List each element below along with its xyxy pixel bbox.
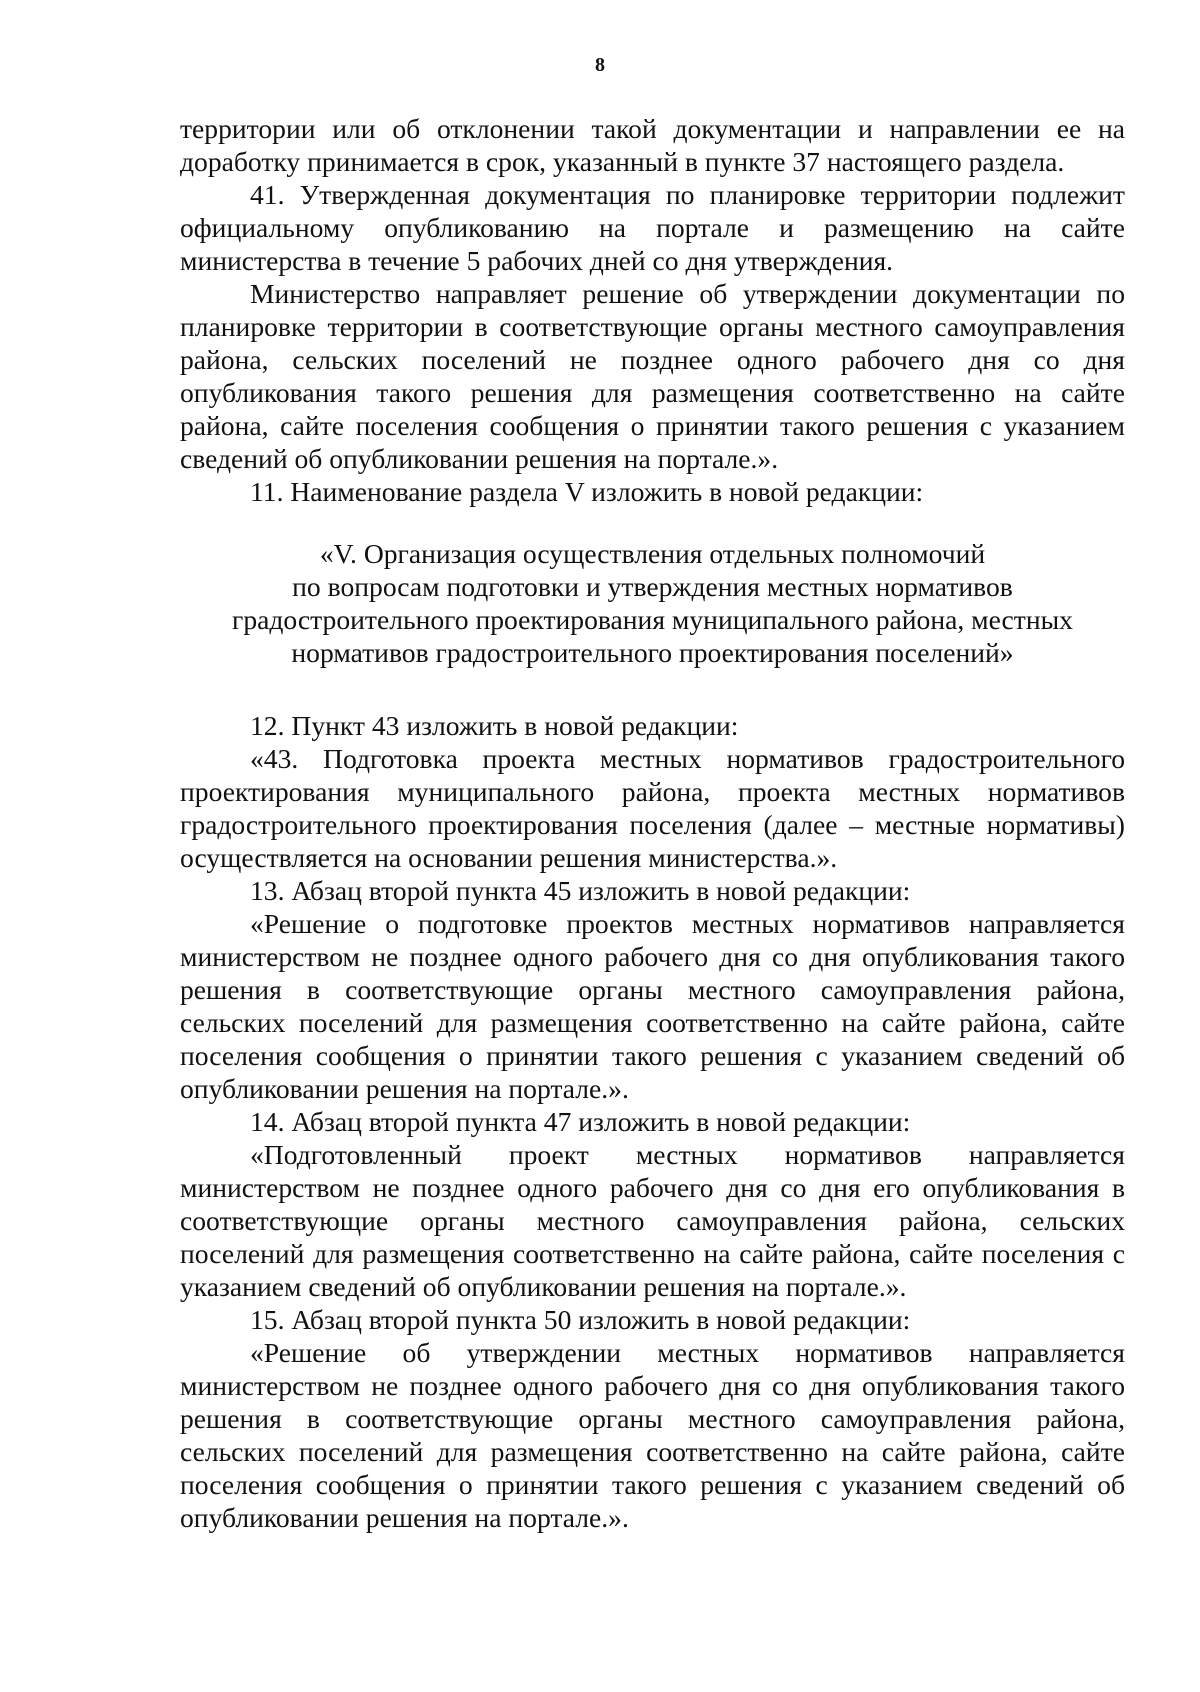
document-body xyxy=(180,112,1125,1534)
paragraph-item-11: 11. Наименование раздела V изложить в новой редакции: xyxy=(250,476,924,507)
paragraph-item-45-text: «Решение о подготовке проектов местных нормативов направляется министерством не позднее одного рабочего дня со дня опубликования такого решения в соответствующие органы местного самоуправления района, сельских поселений для размещения соответственно на сайте района, сайте поселения сообщения о принятии такого решения с указанием сведений об опубликовании решения на портале.». xyxy=(180,908,1125,1104)
paragraph-item-43-text: «43. Подготовка проекта местных нормативов градостроительного проектирования муниципального района, проекта местных нормативов градостроительного проектирования поселения (далее – местные нормативы) осуществляется на основании решения министерства.». xyxy=(180,743,1125,873)
heading-line: «V. Организация осуществления отдельных полномочий xyxy=(319,538,986,569)
heading-line: градостроительного проектирования муниципального района, местных xyxy=(232,604,1073,635)
paragraph-item-12: 12. Пункт 43 изложить в новой редакции: xyxy=(250,710,739,741)
heading-line: по вопросам подготовки и утверждения местных нормативов xyxy=(292,571,1013,602)
paragraph-item-14: 14. Абзац второй пункта 47 изложить в новой редакции: xyxy=(250,1106,911,1137)
heading-line: нормативов градостроительного проектирования поселений» xyxy=(291,637,1014,668)
paragraph-continuation: территории или об отклонении такой документации и направлении ее на доработку принимается в срок, указанный в пункте 37 настоящего раздела. xyxy=(180,113,1125,177)
paragraph-item-13: 13. Абзац второй пункта 45 изложить в новой редакции: xyxy=(250,875,911,906)
paragraph-item-41: 41. Утвержденная документация по планировке территории подлежит официальному опубликованию на портале и размещению на сайте министерства в течение 5 рабочих дней со дня утверждения. xyxy=(180,179,1125,276)
paragraph-item-50-text: «Решение об утверждении местных нормативов направляется министерством не позднее одного рабочего дня со дня опубликования такого решения в соответствующие органы местного самоуправления района, сельских поселений для размещения соответственно на сайте района, сайте поселения сообщения о принятии такого решения с указанием сведений об опубликовании решения на портале.». xyxy=(180,1337,1125,1533)
section-heading xyxy=(180,537,1125,669)
paragraph-ministry-sends: Министерство направляет решение об утверждении документации по планировке территории в соответствующие органы местного самоуправления района, сельских поселений не позднее одного рабочего дня со дня опубликования такого решения для размещения соответственно на сайте района, сайте поселения сообщения о принятии такого решения с указанием сведений об опубликовании решения на портале.». xyxy=(180,278,1125,474)
paragraph-item-47-text: «Подготовленный проект местных нормативов направляется министерством не позднее одного рабочего дня со дня его опубликования в соответствующие органы местного самоуправления района, сельских поселений для размещения соответственно на сайте района, сайте поселения с указанием сведений об опубликовании решения на портале.». xyxy=(180,1139,1125,1302)
paragraph-item-15: 15. Абзац второй пункта 50 изложить в новой редакции: xyxy=(250,1304,911,1335)
page-number: 8 xyxy=(595,54,605,76)
